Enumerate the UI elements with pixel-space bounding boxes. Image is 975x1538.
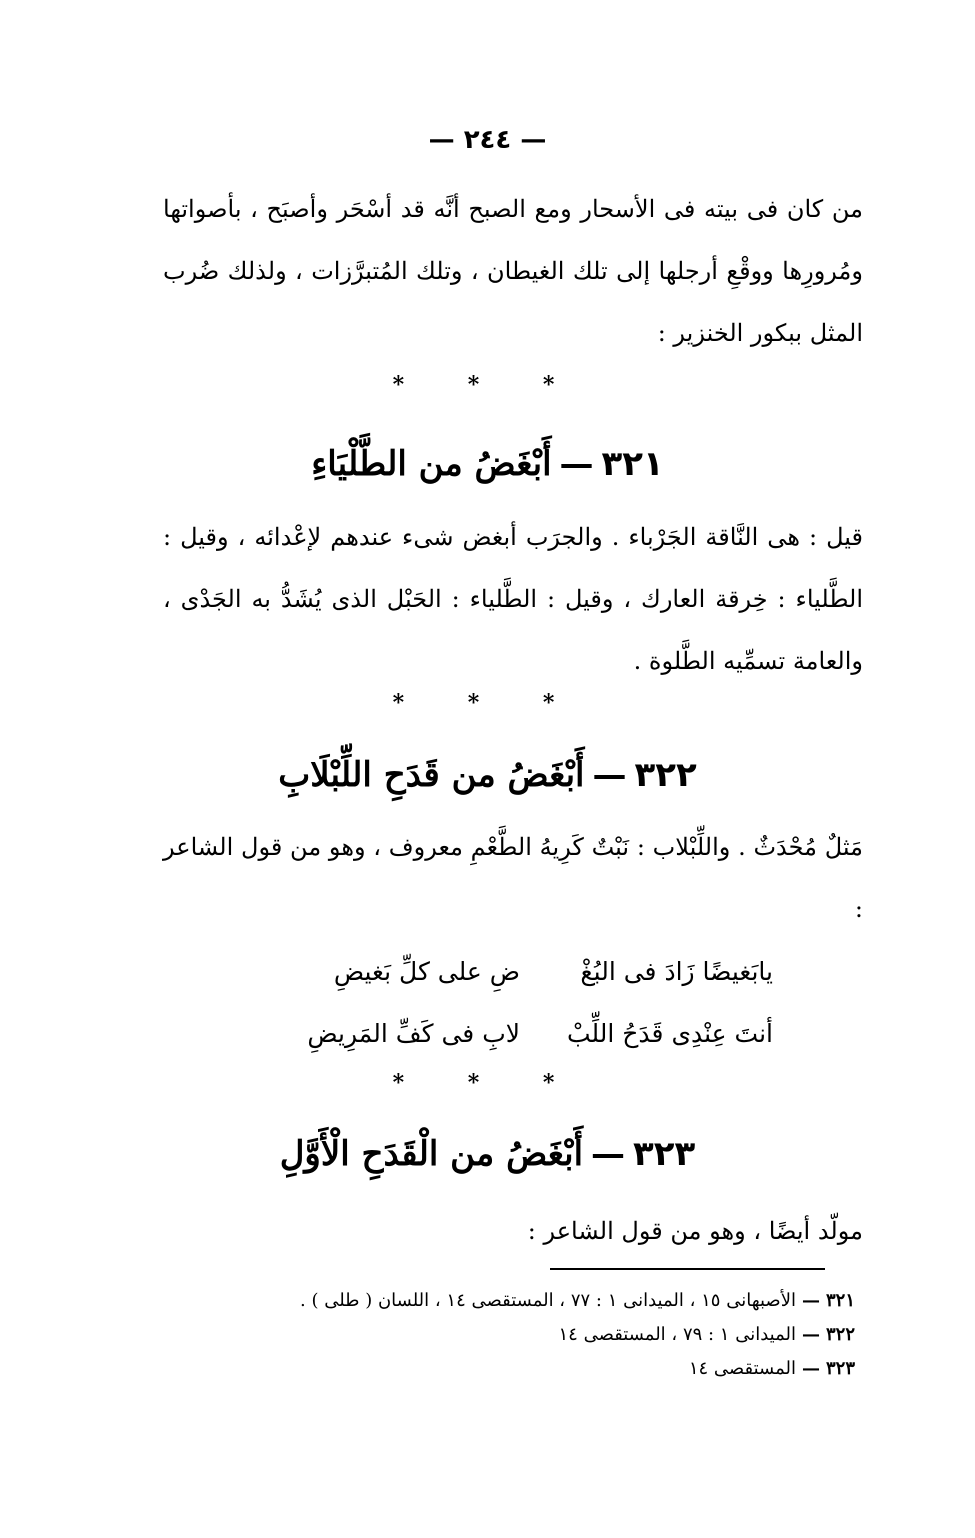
entry-title: أَبْغَضُ من الْقَدَحِ الْأَوَّلِ [279, 1134, 584, 1174]
entry-number: ٣٢٣ [633, 1134, 696, 1174]
entry-title: أَبْغَضُ من قَدَحِ اللِّبْلَابِ [278, 755, 585, 795]
verse-second-hemistich: لابِ فى كَفِّ المَرِيضِ [307, 1019, 520, 1048]
footnote-item [155, 1352, 855, 1386]
footnotes [155, 1284, 855, 1386]
footnote-item [155, 1318, 855, 1352]
entry-dash: — [592, 755, 627, 795]
verse-second-hemistich: ضِ على كلِّ بَغيضِ [333, 957, 520, 986]
footnote-item [155, 1284, 855, 1318]
footnote-text: الأصبهانى ١٥ ، الميدانى ١ : ٧٧ ، المستقصى ١٤ ، اللسان ( طلى ) . [300, 1290, 796, 1311]
entry-321-paragraph: قيل : هى النَّاقة الجَرْباء . والجرَب أبغض شىء عندهم لإعْدائه ، وقيل : الطَّلياء : خِرقة العارك ، وقيل : الطَّلياء : الحَبْل الذى يُشَدُّ به الجَدْى ، والعامة تسمِّيه الطَّلوة . [163, 523, 863, 675]
entry-heading-323 [0, 1124, 975, 1184]
footnote-dash: — [801, 1358, 820, 1379]
page-number: — ٢٤٤ — [428, 125, 547, 155]
footnote-dash: — [801, 1290, 820, 1311]
entry-heading-322 [0, 745, 975, 805]
entry-dash: — [591, 1134, 626, 1174]
footnote-dash: — [801, 1324, 820, 1345]
footnote-divider [550, 1268, 825, 1270]
section-separator: * * * [392, 690, 583, 716]
entry-title: أَبْغَضُ من الطَّلْيَاءِ [311, 444, 552, 484]
entry-number: ٣٢١ [601, 444, 664, 484]
verse-first-hemistich: أنتَ عِنْدِى قَدَحُ اللِّبْ [566, 1019, 773, 1048]
entry-dash: — [559, 444, 594, 484]
footnote-text: المستقصى ١٤ [688, 1358, 796, 1379]
footnote-number: ٣٢٣ [825, 1358, 855, 1379]
section-separator: * * * [392, 372, 583, 398]
entry-323-paragraph: مولّد أيضًا ، وهو من قول الشاعر : [527, 1217, 863, 1245]
entry-number: ٣٢٢ [634, 755, 697, 795]
footnote-text: الميدانى ١ : ٧٩ ، المستقصى ١٤ [558, 1324, 796, 1345]
footnote-number: ٣٢٢ [825, 1324, 855, 1345]
verse-first-hemistich: يابَغيضًا زَادَ فى البُغْ [580, 957, 773, 986]
footnote-number: ٣٢١ [825, 1290, 855, 1311]
entry-322-paragraph: مَثلٌ مُحْدَثٌ . واللِّبْلاب : نَبْتٌ كَرِيهُ الطَّعْمِ معروف ، وهو من قول الشاعر : [163, 833, 863, 923]
entry-heading-321 [0, 434, 975, 494]
intro-paragraph: من كان فى بيته فى الأسحار ومع الصبح أنَّه قد أسْحَر وأصبَح ، بأصواتها ومُرورِها ووقْعِ أرجلها إلى تلك الغيطان ، وتلك المُتبرَّزات ، ولذلك ضُرب المثل ببكور الخنزير : [163, 195, 863, 347]
section-separator: * * * [392, 1070, 583, 1096]
